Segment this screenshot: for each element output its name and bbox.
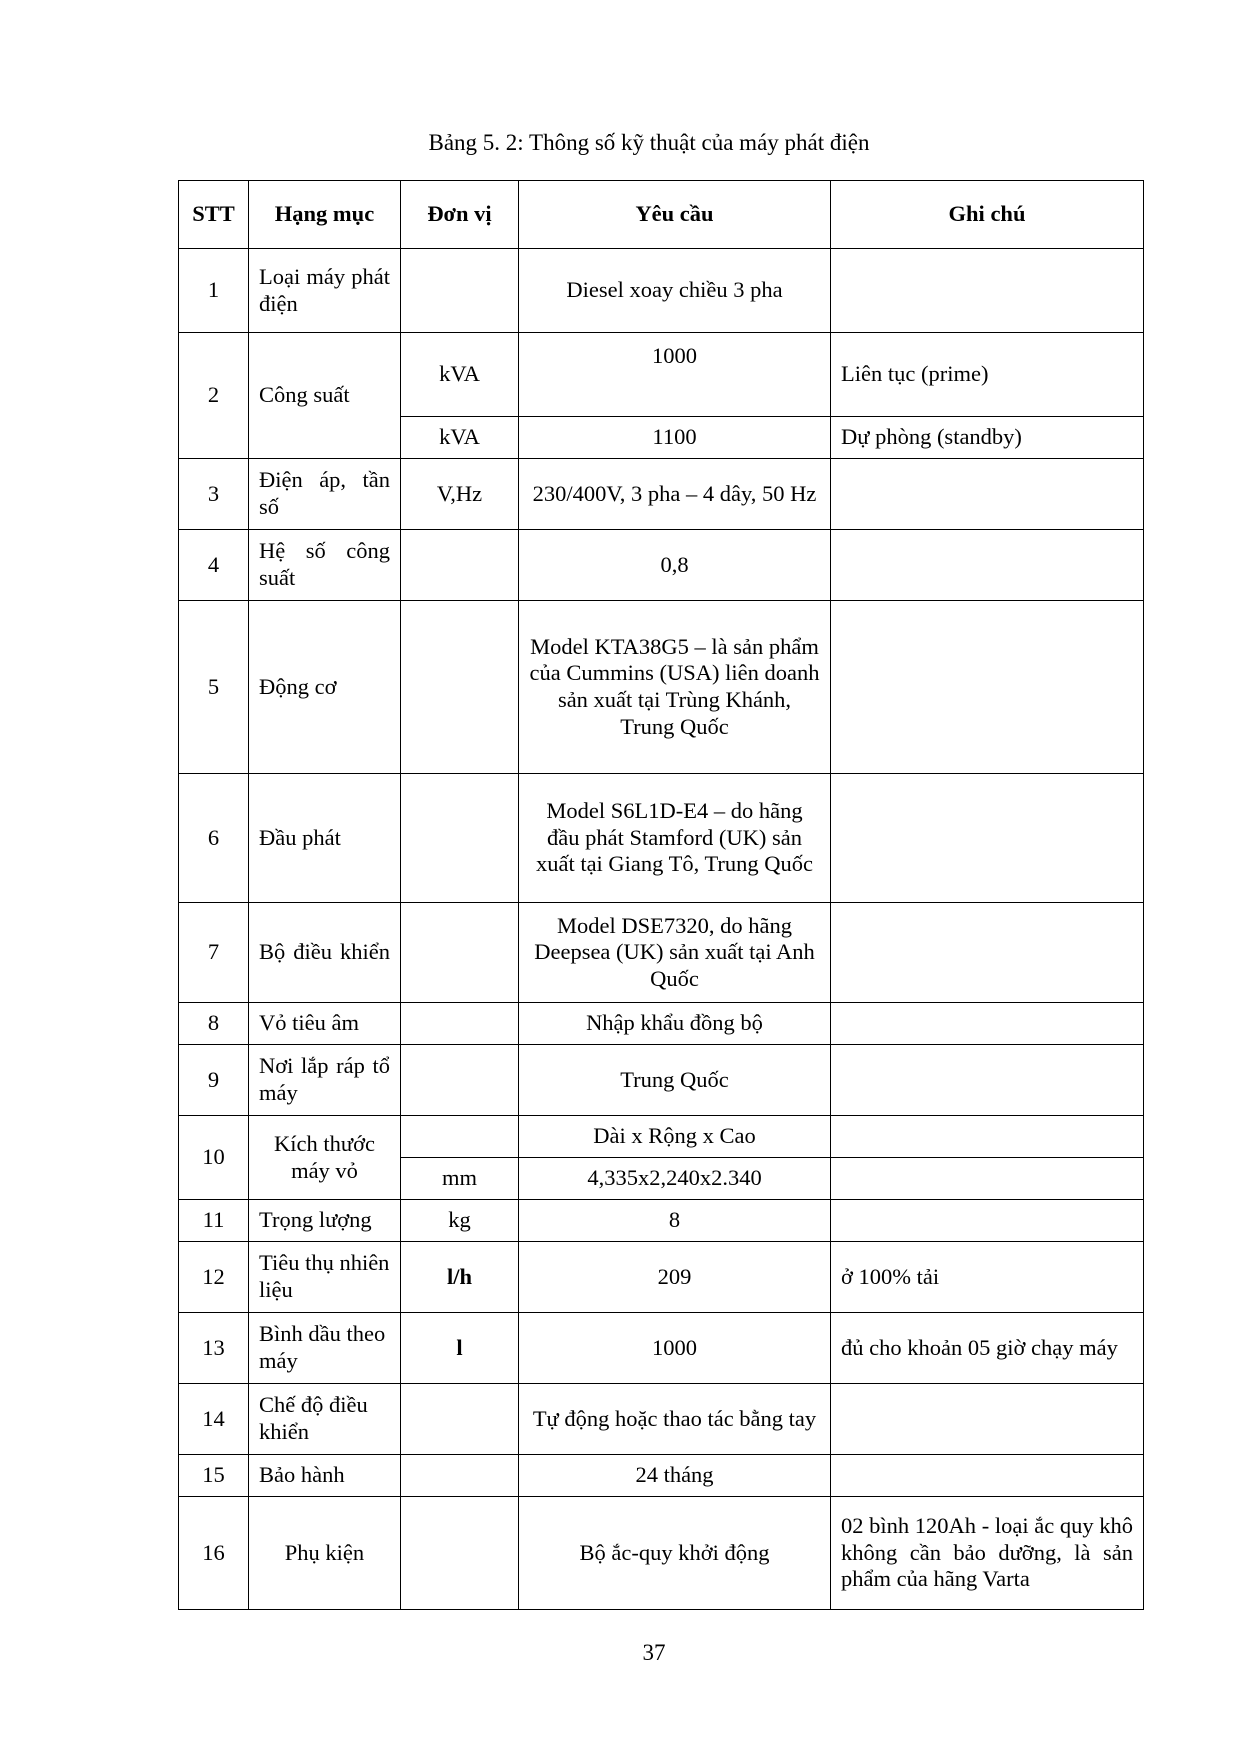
cell-item: Đầu phát: [249, 774, 401, 903]
table-row: [179, 1116, 1144, 1158]
cell-note: Dự phòng (standby): [831, 417, 1144, 459]
cell-stt: 7: [179, 903, 249, 1003]
cell-unit: kg: [401, 1200, 519, 1242]
table-row: [179, 249, 1144, 333]
cell-note: [831, 530, 1144, 601]
header-requirement: Yêu cầu: [519, 181, 831, 249]
cell-requirement: Diesel xoay chiều 3 pha: [519, 249, 831, 333]
cell-stt: 11: [179, 1200, 249, 1242]
cell-item: Bảo hành: [249, 1455, 401, 1497]
cell-requirement: 1000: [519, 1313, 831, 1384]
header-item: Hạng mục: [249, 181, 401, 249]
cell-stt: 1: [179, 249, 249, 333]
cell-unit: kVA: [401, 417, 519, 459]
cell-item: Tiêu thụ nhiên liệu: [249, 1242, 401, 1313]
cell-stt: 9: [179, 1045, 249, 1116]
cell-note: [831, 1455, 1144, 1497]
cell-unit: l/h: [401, 1242, 519, 1313]
cell-unit: [401, 601, 519, 774]
cell-stt: 6: [179, 774, 249, 903]
cell-unit: [401, 903, 519, 1003]
cell-note: [831, 601, 1144, 774]
cell-item: Điện áp, tần số: [249, 459, 401, 530]
header-unit: Đơn vị: [401, 181, 519, 249]
cell-unit: kVA: [401, 333, 519, 417]
cell-note: [831, 459, 1144, 530]
cell-requirement: 1100: [519, 417, 831, 459]
cell-requirement: 4,335x2,240x2.340: [519, 1158, 831, 1200]
cell-note: [831, 774, 1144, 903]
cell-requirement: 1000: [519, 333, 831, 417]
table-row: [179, 1455, 1144, 1497]
cell-item: Hệ số công suất: [249, 530, 401, 601]
cell-stt: 14: [179, 1384, 249, 1455]
cell-note: đủ cho khoản 05 giờ chạy máy: [831, 1313, 1144, 1384]
cell-item: Phụ kiện: [249, 1497, 401, 1610]
cell-stt: 2: [179, 333, 249, 459]
cell-unit: [401, 1116, 519, 1158]
cell-unit: [401, 530, 519, 601]
cell-item: Chế độ điều khiển: [249, 1384, 401, 1455]
cell-item: Bộ điều khiển: [249, 903, 401, 1003]
cell-unit: [401, 1455, 519, 1497]
cell-unit: V,Hz: [401, 459, 519, 530]
cell-stt: 4: [179, 530, 249, 601]
cell-stt: 13: [179, 1313, 249, 1384]
table-row: [179, 1384, 1144, 1455]
page-number: 37: [642, 1640, 666, 1665]
cell-unit: [401, 249, 519, 333]
cell-stt: 12: [179, 1242, 249, 1313]
cell-requirement: 230/400V, 3 pha – 4 dây, 50 Hz: [519, 459, 831, 530]
table-row: [179, 1045, 1144, 1116]
cell-note: [831, 249, 1144, 333]
table-row: [179, 1242, 1144, 1313]
cell-requirement: Model S6L1D-E4 – do hãng đầu phát Stamford (UK) sản xuất tại Giang Tô, Trung Quốc: [519, 774, 831, 903]
cell-unit: l: [401, 1313, 519, 1384]
table-row: [179, 601, 1144, 774]
cell-stt: 3: [179, 459, 249, 530]
cell-item: Vỏ tiêu âm: [249, 1003, 401, 1045]
cell-note: [831, 1200, 1144, 1242]
cell-requirement: 8: [519, 1200, 831, 1242]
cell-stt: 10: [179, 1116, 249, 1200]
cell-item: Động cơ: [249, 601, 401, 774]
cell-stt: 8: [179, 1003, 249, 1045]
cell-note: [831, 903, 1144, 1003]
cell-item: Kích thước máy vỏ: [249, 1116, 401, 1200]
table-row: [179, 333, 1144, 417]
cell-note: [831, 1116, 1144, 1158]
cell-requirement: Model DSE7320, do hãng Deepsea (UK) sản xuất tại Anh Quốc: [519, 903, 831, 1003]
cell-item: Bình dầu theo máy: [249, 1313, 401, 1384]
cell-requirement: 0,8: [519, 530, 831, 601]
cell-unit: [401, 1497, 519, 1610]
spec-table: [178, 180, 1144, 1610]
cell-unit: [401, 774, 519, 903]
cell-requirement: Trung Quốc: [519, 1045, 831, 1116]
table-row: [179, 1313, 1144, 1384]
cell-requirement: Tự động hoặc thao tác bằng tay: [519, 1384, 831, 1455]
cell-note: Liên tục (prime): [831, 333, 1144, 417]
cell-requirement: 209: [519, 1242, 831, 1313]
table-row: [179, 903, 1144, 1003]
cell-note: ở 100% tải: [831, 1242, 1144, 1313]
cell-stt: 16: [179, 1497, 249, 1610]
cell-item: Trọng lượng: [249, 1200, 401, 1242]
header-note: Ghi chú: [831, 181, 1144, 249]
table-caption: Bảng 5. 2: Thông số kỹ thuật của máy phát điện: [428, 130, 870, 155]
cell-stt: 5: [179, 601, 249, 774]
table-row: [179, 1497, 1144, 1610]
cell-unit: [401, 1003, 519, 1045]
table-row: [179, 1003, 1144, 1045]
cell-requirement: 24 tháng: [519, 1455, 831, 1497]
cell-stt: 15: [179, 1455, 249, 1497]
table-row: [179, 774, 1144, 903]
cell-item: Nơi lắp ráp tổ máy: [249, 1045, 401, 1116]
table-row: [179, 530, 1144, 601]
cell-requirement: Bộ ắc-quy khởi động: [519, 1497, 831, 1610]
cell-requirement: Nhập khẩu đồng bộ: [519, 1003, 831, 1045]
cell-note: [831, 1158, 1144, 1200]
cell-note: [831, 1384, 1144, 1455]
cell-note: [831, 1003, 1144, 1045]
table-row: [179, 1200, 1144, 1242]
cell-item: Loại máy phát điện: [249, 249, 401, 333]
cell-requirement: Model KTA38G5 – là sản phẩm của Cummins (USA) liên doanh sản xuất tại Trùng Khánh, Trung Quốc: [519, 601, 831, 774]
cell-unit: mm: [401, 1158, 519, 1200]
header-stt: STT: [179, 181, 249, 249]
table-row: [179, 459, 1144, 530]
header-row: [179, 181, 1144, 249]
cell-note: 02 bình 120Ah - loại ắc quy khô không cần bảo dưỡng, là sản phẩm của hãng Varta: [831, 1497, 1144, 1610]
cell-unit: [401, 1384, 519, 1455]
cell-requirement: Dài x Rộng x Cao: [519, 1116, 831, 1158]
cell-item: Công suất: [249, 333, 401, 459]
cell-note: [831, 1045, 1144, 1116]
cell-unit: [401, 1045, 519, 1116]
